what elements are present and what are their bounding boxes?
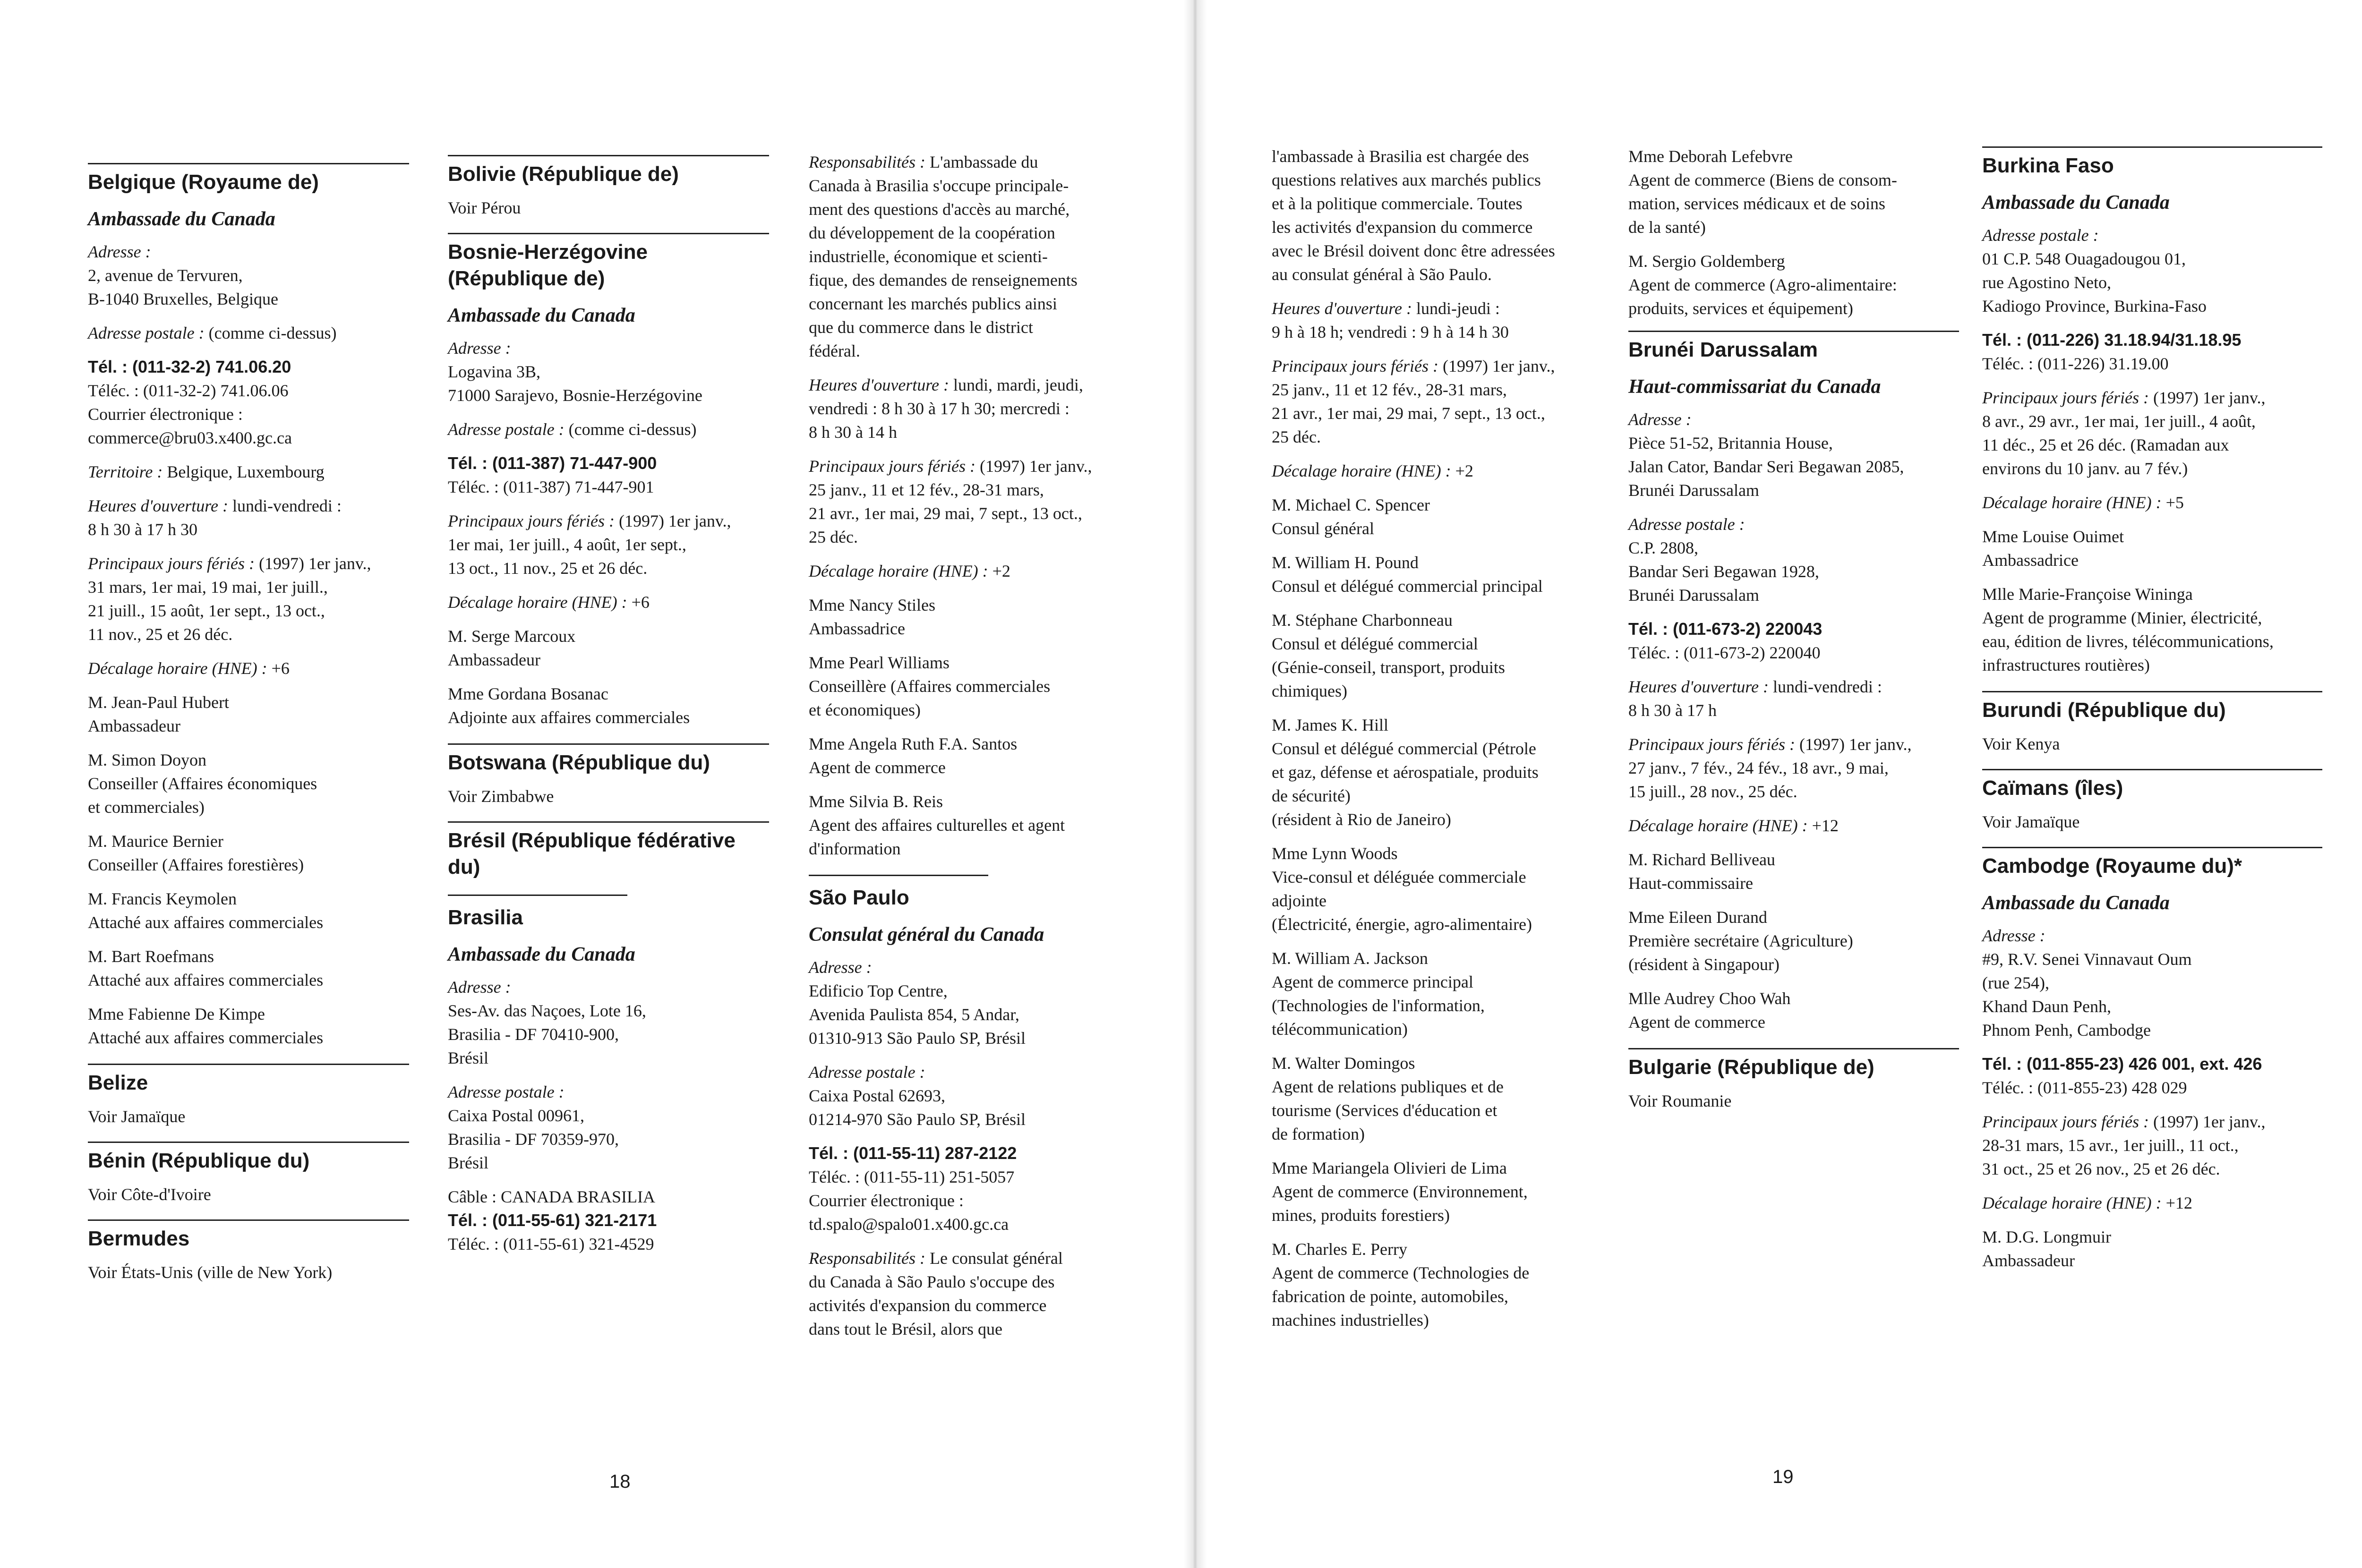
mission-title: Haut-commissariat du Canada (1628, 376, 1881, 398)
staff-entry: M. Simon Doyon Conseiller (Affaires économiques et commerciales) (88, 750, 317, 817)
address-value: Ses-Av. das Naçoes, Lote 16, Brasilia - DF 70410-900, Brésil (448, 1001, 646, 1067)
opening-hours (809, 373, 1139, 444)
address-value: Pièce 51-52, Britannia House, Jalan Cator, Bandar Seri Begawan 2085, Brunéi Darussalam (1628, 434, 1904, 500)
mission-title: Ambassade du Canada (1982, 892, 2170, 914)
holidays (1628, 733, 1959, 803)
phone: Tél. : (011-55-11) 287-2122 (809, 1143, 1017, 1163)
staff-entry: M. Bart Roefmans Attaché aux affaires commerciales (88, 947, 324, 989)
field-label: Adresse : (448, 339, 511, 358)
fax: Téléc. : (011-55-11) 251-5057 (809, 1167, 1015, 1186)
country-heading-burundi: Burundi (République du) (1982, 699, 2226, 722)
column-3 (809, 150, 1139, 1351)
field-label: Heures d'ouverture : (1272, 299, 1412, 318)
staff-entry: Mme Louise Ouimet Ambassadrice (1982, 527, 2124, 570)
field-label: Décalage horaire (HNE) : (1982, 1193, 2162, 1212)
staff-entry: M. James K. Hill Consul et délégué commercial (Pétrole et gaz, défense et aérospatiale, produits de sécurité) (résident à Rio de Janeiro) (1272, 716, 1539, 829)
holidays (88, 552, 409, 646)
address-value: #9, R.V. Senei Vinnavaut Oum (rue 254), Khand Daun Penh, Phnom Penh, Cambodge (1982, 950, 2192, 1040)
staff-entry: Mme Deborah Lefebvre Agent de commerce (Biens de consom- mation, services médicaux et de soins de la santé) (1628, 147, 1897, 237)
responsibilities (809, 150, 1139, 363)
cable: Câble : CANADA BRASILIA (448, 1187, 655, 1206)
field-label: Principaux jours fériés : (88, 554, 255, 573)
field-label: Décalage horaire (HNE) : (1982, 493, 2162, 512)
time-offset (448, 590, 769, 614)
mission-title: Ambassade du Canada (448, 944, 635, 965)
territory (88, 460, 409, 484)
field-label: Territoire : (88, 462, 163, 481)
fax: Téléc. : (011-226) 31.19.00 (1982, 354, 2169, 373)
postal-address (809, 1060, 1139, 1131)
see-reference: Voir Jamaïque (88, 1107, 186, 1126)
mission-title: Ambassade du Canada (448, 305, 635, 326)
field-label: Principaux jours fériés : (1272, 357, 1438, 375)
field-label: Adresse postale : (448, 420, 565, 439)
field-label: Heures d'ouverture : (1628, 677, 1769, 696)
address-block (448, 975, 769, 1070)
field-label: Adresse postale : (1982, 226, 2099, 245)
column-2 (448, 155, 769, 1256)
country-heading-belgique: Belgique (Royaume de) (88, 170, 319, 194)
country-heading-bulgarie: Bulgarie (République de) (1628, 1056, 1874, 1079)
staff-entry: M. William A. Jackson Agent de commerce principal (Technologies de l'information, télécommunication) (1272, 949, 1485, 1039)
fax: Téléc. : (011-32-2) 741.06.06 (88, 381, 289, 400)
see-reference: Voir Zimbabwe (448, 787, 554, 806)
address-value: 2, avenue de Tervuren, B-1040 Bruxelles, Belgique (88, 266, 278, 308)
see-reference: Voir Jamaïque (1982, 812, 2080, 831)
field-label: Adresse postale : (88, 324, 205, 342)
postal-value: (comme ci-dessus) (568, 420, 697, 439)
postal-value: (comme ci-dessus) (208, 324, 337, 342)
address-block (1982, 924, 2322, 1042)
offset-value: +2 (992, 562, 1010, 580)
offset-value: +2 (1455, 461, 1473, 480)
staff-entry: M. Stéphane Charbonneau Consul et délégué commercial (Génie-conseil, transport, produits chimiques) (1272, 611, 1505, 700)
postal-address (448, 1080, 769, 1175)
staff-entry: Mme Fabienne De Kimpe Attaché aux affaires commerciales (88, 1005, 324, 1047)
time-offset (1982, 491, 2322, 514)
staff-entry: M. D.G. Longmuir Ambassadeur (1982, 1227, 2111, 1270)
see-reference: Voir États-Unis (ville de New York) (88, 1263, 333, 1282)
country-heading-brunei: Brunéi Darussalam (1628, 338, 1818, 361)
hours-value: lundi-vendredi : 8 h 30 à 17 h 30 (88, 496, 342, 539)
staff-entry: M. Charles E. Perry Agent de commerce (Technologies de fabrication de pointe, automobiles, machines industrielles) (1272, 1240, 1530, 1329)
field-label: Heures d'ouverture : (88, 496, 228, 515)
field-label: Adresse : (1982, 926, 2045, 945)
postal-value: C.P. 2808, Bandar Seri Begawan 1928, Brunéi Darussalam (1628, 538, 1819, 605)
field-label: Décalage horaire (HNE) : (448, 593, 627, 612)
offset-value: +6 (631, 593, 650, 612)
opening-hours (1272, 297, 1602, 344)
staff-entry: M. Richard Belliveau Haut-commissaire (1628, 850, 1775, 893)
staff-entry: Mme Lynn Woods Vice-consul et déléguée commerciale adjointe (Électricité, énergie, agro-alimentaire) (1272, 844, 1532, 934)
column-4 (1272, 145, 1602, 1342)
see-reference: Voir Roumanie (1628, 1091, 1732, 1110)
hours-value: lundi-jeudi : 9 h à 18 h; vendredi : 9 h à 14 h 30 (1272, 299, 1509, 341)
time-offset (809, 559, 1139, 583)
resp-value: L'ambassade du Canada à Brasilia s'occupe principale- ment des questions d'accès au marché, du développement de la coopération industrielle, économique et scienti- fique, des demandes de renseignements concernant les marchés publics ainsi que du commerce dans le district fédéral. (809, 153, 1078, 360)
right-page (1195, 0, 2362, 1568)
field-label: Principaux jours fériés : (809, 457, 976, 476)
postal-address (88, 321, 409, 345)
time-offset (88, 656, 409, 680)
see-reference: Voir Côte-d'Ivoire (88, 1185, 211, 1204)
opening-hours (1628, 675, 1959, 722)
holidays (448, 509, 769, 580)
holidays-value: (1997) 1er janv., 25 janv., 11 et 12 fév., 28-31 mars, 21 avr., 1er mai, 29 mai, 7 sept., 13 oct., 25 déc. (809, 457, 1092, 546)
phone: Tél. : (011-226) 31.18.94/31.18.95 (1982, 330, 2242, 349)
field-label: Adresse : (809, 958, 872, 977)
column-1 (88, 163, 409, 1297)
staff-entry: M. Jean-Paul Hubert Ambassadeur (88, 693, 229, 735)
staff-entry: Mlle Audrey Choo Wah Agent de commerce (1628, 989, 1791, 1031)
page-number-left: 18 (609, 1471, 631, 1492)
holidays-value: (1997) 1er janv., 28-31 mars, 15 avr., 1er juill., 11 oct., 31 oct., 25 et 26 nov., 25 et 26 déc. (1982, 1112, 2266, 1178)
field-label: Adresse : (1628, 410, 1692, 429)
address-block (448, 336, 769, 407)
address-block (88, 240, 409, 311)
column-5 (1628, 145, 1959, 1126)
holidays (1982, 1110, 2322, 1181)
offset-value: +5 (2165, 493, 2184, 512)
holidays-value: (1997) 1er janv., 27 janv., 7 fév., 24 fév., 18 avr., 9 mai, 15 juill., 28 nov., 25 déc. (1628, 735, 1912, 801)
field-label: Responsabilités : (809, 153, 925, 171)
city-heading-sao-paulo: São Paulo (809, 886, 909, 909)
field-label: Principaux jours fériés : (448, 511, 615, 530)
field-label: Adresse postale : (448, 1082, 565, 1101)
field-label: Décalage horaire (HNE) : (1272, 461, 1451, 480)
phone: Tél. : (011-32-2) 741.06.20 (88, 357, 291, 376)
country-heading-burkina: Burkina Faso (1982, 154, 2114, 177)
country-heading-bosnie: Bosnie-Herzégovine (République de) (448, 240, 648, 290)
email: Courrier électronique : td.spalo@spalo01.x400.gc.ca (809, 1191, 1009, 1234)
staff-entry: Mme Gordana Bosanac Adjointe aux affaires commerciales (448, 684, 690, 727)
fax: Téléc. : (011-55-61) 321-4529 (448, 1235, 654, 1253)
field-label: Adresse postale : (1628, 515, 1745, 534)
country-heading-belize: Belize (88, 1071, 148, 1094)
territory-value: Belgique, Luxembourg (167, 462, 325, 481)
address-value: Logavina 3B, 71000 Sarajevo, Bosnie-Herzégovine (448, 362, 702, 405)
field-label: Responsabilités : (809, 1249, 925, 1268)
staff-entry: Mme Nancy Stiles Ambassadrice (809, 596, 935, 638)
see-reference: Voir Pérou (448, 198, 521, 217)
postal-address (448, 418, 769, 441)
staff-entry: Mlle Marie-Françoise Wininga Agent de programme (Minier, électricité, eau, édition de livres, télécommunications, infrastructures routières) (1982, 585, 2274, 674)
mission-title: Consulat général du Canada (809, 924, 1044, 946)
staff-entry: Mme Pearl Williams Conseillère (Affaires commerciales et économiques) (809, 653, 1051, 719)
mission-title: Ambassade du Canada (1982, 192, 2170, 213)
time-offset (1982, 1191, 2322, 1215)
opening-hours (88, 494, 409, 541)
email: Courrier électronique : commerce@bru03.x400.gc.ca (88, 405, 292, 447)
staff-entry: M. Maurice Bernier Conseiller (Affaires forestières) (88, 832, 304, 874)
city-rule (809, 875, 988, 876)
phone: Tél. : (011-387) 71-447-900 (448, 453, 657, 473)
holidays-value: (1997) 1er janv., 25 janv., 11 et 12 fév., 28-31 mars, 21 avr., 1er mai, 29 mai, 7 sept., 13 oct., 25 déc. (1272, 357, 1555, 446)
staff-entry: M. Serge Marcoux Ambassadeur (448, 627, 576, 669)
offset-value: +6 (271, 659, 290, 678)
phone: Tél. : (011-673-2) 220043 (1628, 619, 1823, 639)
intro-text: l'ambassade à Brasilia est chargée des questions relatives aux marchés publics et à la politique commerciale. Toutes les activités d'expansion du commerce avec le Brésil doivent donc être adressées au consulat général à São Paulo. (1272, 147, 1555, 284)
holidays-value: (1997) 1er janv., 1er mai, 1er juill., 4 août, 1er sept., 13 oct., 11 nov., 25 et 26 déc. (448, 511, 731, 578)
field-label: Principaux jours fériés : (1982, 388, 2149, 407)
column-6 (1982, 146, 2322, 1283)
holidays-value: (1997) 1er janv., 31 mars, 1er mai, 19 mai, 1er juill., 21 juill., 15 août, 1er sept., 13 oct., 11 nov., 25 et 26 déc. (88, 554, 371, 644)
offset-value: +12 (1812, 816, 1839, 835)
city-rule (448, 895, 627, 896)
field-label: Adresse : (88, 242, 151, 261)
staff-entry: M. Sergio Goldemberg Agent de commerce (Agro-alimentaire: produits, services et équipement) (1628, 252, 1897, 318)
phone: Tél. : (011-55-61) 321-2171 (448, 1210, 657, 1230)
postal-value: Caixa Postal 00961, Brasilia - DF 70359-970, Brésil (448, 1106, 619, 1172)
page-number-right: 19 (1772, 1466, 1794, 1487)
country-heading-cambodge: Cambodge (Royaume du)* (1982, 854, 2242, 878)
holidays (1982, 386, 2322, 480)
field-label: Heures d'ouverture : (809, 375, 949, 394)
country-heading-bermudes: Bermudes (88, 1227, 190, 1250)
staff-entry: Mme Angela Ruth F.A. Santos Agent de commerce (809, 734, 1018, 777)
field-label: Adresse : (448, 978, 511, 997)
offset-value: +12 (2165, 1193, 2192, 1212)
postal-value: Caixa Postal 62693, 01214-970 São Paulo SP, Brésil (809, 1086, 1026, 1129)
staff-entry: M. William H. Pound Consul et délégué commercial principal (1272, 553, 1543, 596)
postal-address (1982, 223, 2322, 318)
see-reference: Voir Kenya (1982, 734, 2060, 753)
fax: Téléc. : (011-387) 71-447-901 (448, 477, 654, 496)
hours-value: lundi-vendredi : 8 h 30 à 17 h (1628, 677, 1882, 720)
field-label: Principaux jours fériés : (1628, 735, 1795, 754)
country-heading-caimans: Caïmans (îles) (1982, 776, 2123, 800)
fax: Téléc. : (011-673-2) 220040 (1628, 643, 1821, 662)
fax: Téléc. : (011-855-23) 428 029 (1982, 1078, 2187, 1097)
address-block (809, 955, 1139, 1050)
resp-value: Le consulat général du Canada à São Paulo s'occupe des activités d'expansion du commerce dans tout le Brésil, alors que (809, 1249, 1063, 1338)
staff-entry: Mme Eileen Durand Première secrétaire (Agriculture) (résident à Singapour) (1628, 908, 1853, 974)
field-label: Décalage horaire (HNE) : (809, 562, 988, 580)
hours-value: lundi, mardi, jeudi, vendredi : 8 h 30 à 17 h 30; mercredi : 8 h 30 à 14 h (809, 375, 1083, 442)
time-offset (1272, 459, 1602, 483)
holidays (809, 454, 1139, 549)
staff-entry: M. Walter Domingos Agent de relations publiques et de tourisme (Services d'éducation et de formation) (1272, 1054, 1504, 1143)
country-heading-bolivie: Bolivie (République de) (448, 162, 679, 186)
address-value: Edificio Top Centre, Avenida Paulista 854, 5 Andar, 01310-913 São Paulo SP, Brésil (809, 981, 1026, 1048)
postal-value: 01 C.P. 548 Ouagadougou 01, rue Agostino Neto, Kadiogo Province, Burkina-Faso (1982, 249, 2207, 315)
field-label: Principaux jours fériés : (1982, 1112, 2149, 1131)
city-heading-brasilia: Brasilia (448, 906, 523, 929)
address-block (1628, 408, 1959, 502)
staff-entry: Mme Silvia B. Reis Agent des affaires culturelles et agent d'information (809, 792, 1065, 858)
responsibilities (809, 1246, 1139, 1341)
field-label: Adresse postale : (809, 1063, 925, 1082)
field-label: Décalage horaire (HNE) : (88, 659, 267, 678)
country-heading-botswana: Botswana (République du) (448, 751, 710, 774)
field-label: Décalage horaire (HNE) : (1628, 816, 1808, 835)
country-heading-benin: Bénin (République du) (88, 1149, 310, 1172)
postal-address (1628, 512, 1959, 607)
time-offset (1628, 814, 1959, 837)
staff-entry: M. Michael C. Spencer Consul général (1272, 495, 1430, 538)
holidays-value: (1997) 1er janv., 8 avr., 29 avr., 1er mai, 1er juill., 4 août, 11 déc., 25 et 26 déc. (Ramadan aux environs du 10 janv. au 7 fév.) (1982, 388, 2266, 478)
staff-entry: M. Francis Keymolen Attaché aux affaires commerciales (88, 889, 324, 932)
phone: Tél. : (011-855-23) 426 001, ext. 426 (1982, 1054, 2262, 1074)
holidays (1272, 354, 1602, 449)
staff-entry: Mme Mariangela Olivieri de Lima Agent de commerce (Environnement, mines, produits forestiers) (1272, 1159, 1528, 1225)
country-heading-bresil: Brésil (République fédérative du) (448, 829, 736, 878)
mission-title: Ambassade du Canada (88, 208, 275, 230)
